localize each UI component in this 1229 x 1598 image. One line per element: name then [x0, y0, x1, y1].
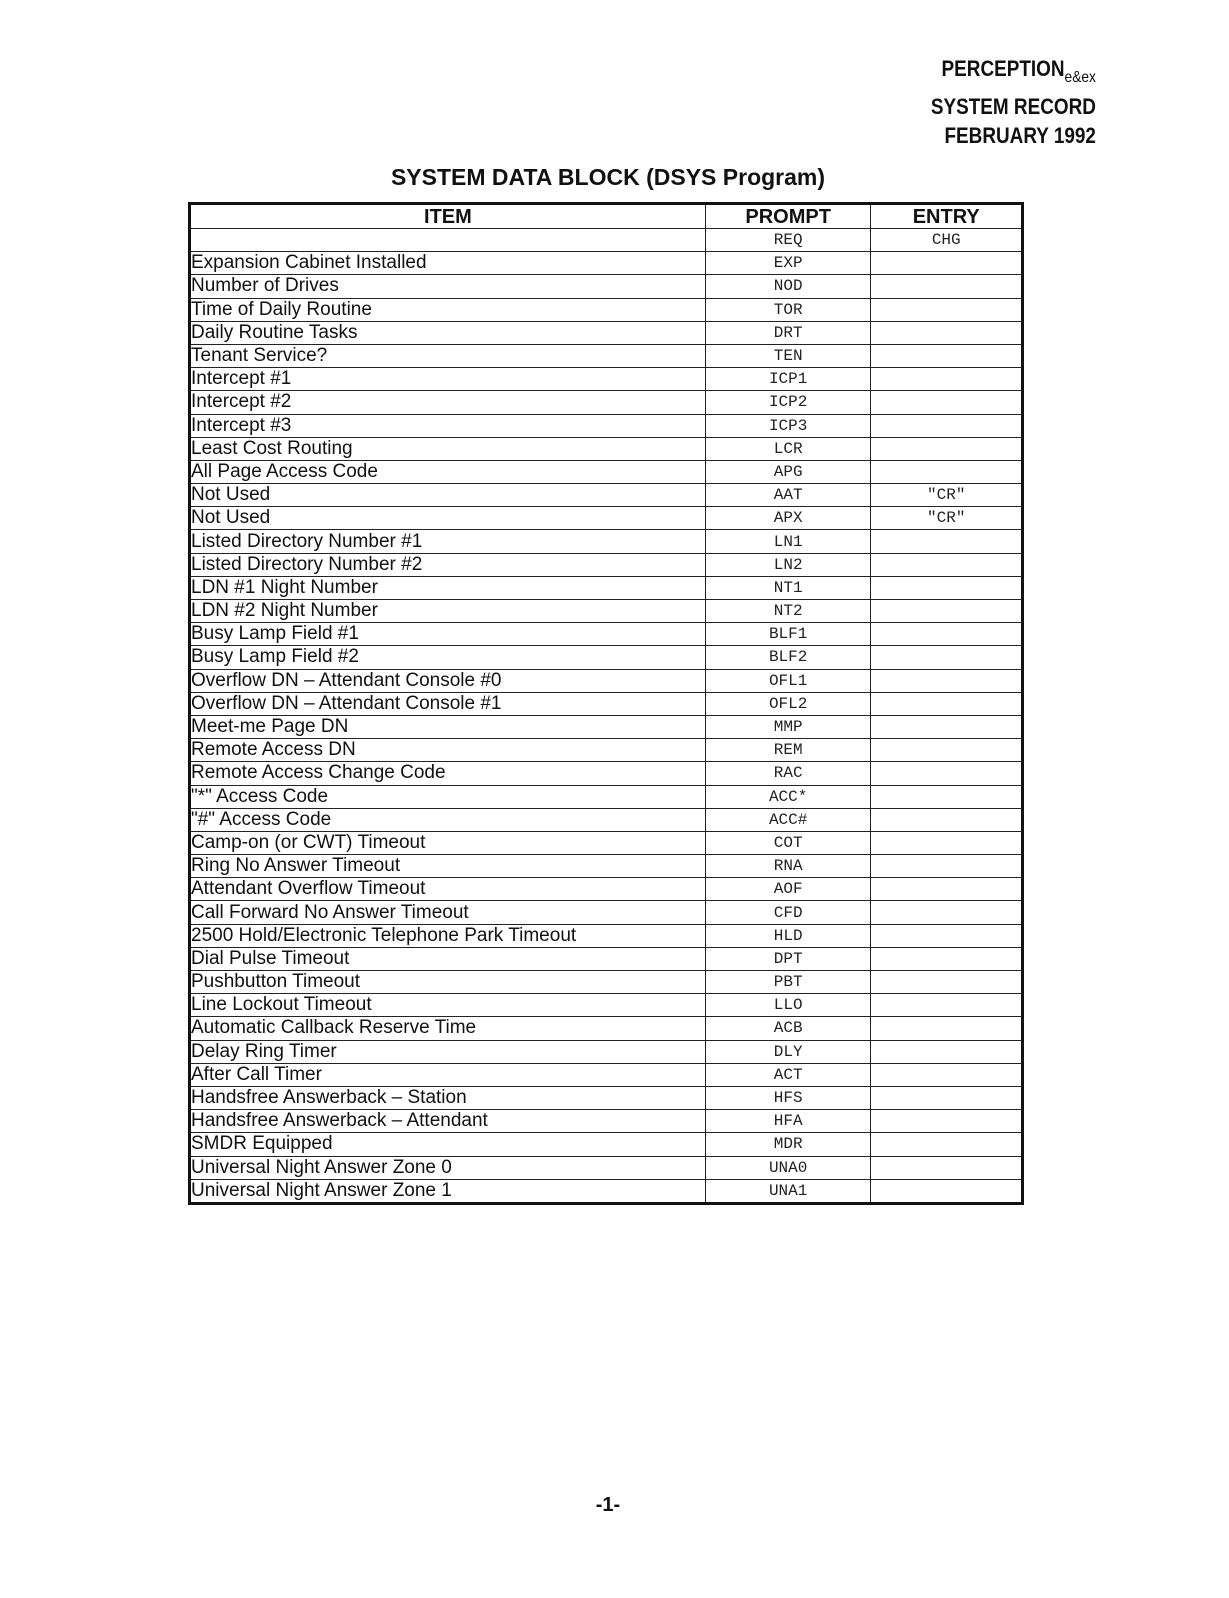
document-header [931, 54, 1096, 150]
entry-cell[interactable] [871, 994, 1023, 1017]
entry-cell[interactable]: CHG [871, 229, 1023, 252]
prompt-cell: REQ [705, 229, 871, 252]
table-header-row [190, 204, 1023, 229]
prompt-cell: LCR [705, 437, 871, 460]
entry-cell[interactable] [871, 1133, 1023, 1156]
product-name: PERCEPTION [941, 56, 1065, 81]
entry-cell[interactable] [871, 1110, 1023, 1133]
table-row [190, 1017, 1023, 1040]
item-cell: SMDR Equipped [190, 1133, 706, 1156]
column-header-prompt: PROMPT [705, 204, 871, 229]
table-row [190, 715, 1023, 738]
prompt-cell: ICP2 [705, 391, 871, 414]
item-cell: Pushbutton Timeout [190, 971, 706, 994]
item-cell: Not Used [190, 484, 706, 507]
prompt-cell: ACB [705, 1017, 871, 1040]
table-row [190, 229, 1023, 252]
item-cell: Line Lockout Timeout [190, 994, 706, 1017]
item-cell: Listed Directory Number #1 [190, 530, 706, 553]
prompt-cell: MMP [705, 715, 871, 738]
table-row [190, 808, 1023, 831]
prompt-cell: OFL2 [705, 692, 871, 715]
entry-cell[interactable] [871, 924, 1023, 947]
table-row [190, 901, 1023, 924]
prompt-cell: LLO [705, 994, 871, 1017]
entry-cell[interactable] [871, 971, 1023, 994]
table-row [190, 344, 1023, 367]
item-cell: Universal Night Answer Zone 1 [190, 1179, 706, 1203]
prompt-cell: NT2 [705, 600, 871, 623]
table-row [190, 414, 1023, 437]
prompt-cell: ICP3 [705, 414, 871, 437]
prompt-cell: LN1 [705, 530, 871, 553]
prompt-cell: OFL1 [705, 669, 871, 692]
prompt-cell: ACT [705, 1063, 871, 1086]
entry-cell[interactable] [871, 576, 1023, 599]
item-cell: All Page Access Code [190, 460, 706, 483]
item-cell: Overflow DN – Attendant Console #1 [190, 692, 706, 715]
table-row [190, 391, 1023, 414]
item-cell: Daily Routine Tasks [190, 321, 706, 344]
entry-cell[interactable] [871, 947, 1023, 970]
item-cell: Intercept #3 [190, 414, 706, 437]
entry-cell[interactable] [871, 1179, 1023, 1203]
entry-cell[interactable] [871, 785, 1023, 808]
table-row [190, 507, 1023, 530]
item-cell: Remote Access DN [190, 739, 706, 762]
item-cell: "#" Access Code [190, 808, 706, 831]
table-row [190, 1179, 1023, 1203]
item-cell: "*" Access Code [190, 785, 706, 808]
entry-cell[interactable] [871, 1063, 1023, 1086]
prompt-cell: UNA1 [705, 1179, 871, 1203]
prompt-cell: TEN [705, 344, 871, 367]
entry-cell[interactable] [871, 414, 1023, 437]
entry-cell[interactable] [871, 762, 1023, 785]
table-row [190, 1133, 1023, 1156]
prompt-cell: AAT [705, 484, 871, 507]
item-cell: Busy Lamp Field #1 [190, 623, 706, 646]
item-cell: Listed Directory Number #2 [190, 553, 706, 576]
table-row [190, 971, 1023, 994]
item-cell: Call Forward No Answer Timeout [190, 901, 706, 924]
table-row [190, 530, 1023, 553]
entry-cell[interactable] [871, 669, 1023, 692]
prompt-cell: MDR [705, 1133, 871, 1156]
prompt-cell: TOR [705, 298, 871, 321]
table-row [190, 878, 1023, 901]
entry-cell[interactable] [871, 553, 1023, 576]
column-header-item: ITEM [190, 204, 706, 229]
item-cell: Handsfree Answerback – Station [190, 1086, 706, 1109]
entry-cell[interactable] [871, 855, 1023, 878]
table-row [190, 924, 1023, 947]
date-line: FEBRUARY 1992 [944, 123, 1096, 148]
table-row [190, 831, 1023, 854]
item-cell: Universal Night Answer Zone 0 [190, 1156, 706, 1179]
table-row [190, 553, 1023, 576]
table-row [190, 298, 1023, 321]
table-row [190, 368, 1023, 391]
prompt-cell: EXP [705, 252, 871, 275]
prompt-cell: BLF1 [705, 623, 871, 646]
prompt-cell: CFD [705, 901, 871, 924]
entry-cell[interactable] [871, 1086, 1023, 1109]
prompt-cell: HLD [705, 924, 871, 947]
table-row [190, 275, 1023, 298]
table-row [190, 669, 1023, 692]
item-cell: Number of Drives [190, 275, 706, 298]
item-cell: Overflow DN – Attendant Console #0 [190, 669, 706, 692]
product-suffix: e&ex [1064, 69, 1096, 86]
item-cell: Remote Access Change Code [190, 762, 706, 785]
item-cell: Busy Lamp Field #2 [190, 646, 706, 669]
prompt-cell: RNA [705, 855, 871, 878]
item-cell: Delay Ring Timer [190, 1040, 706, 1063]
prompt-cell: ACC# [705, 808, 871, 831]
table-row [190, 460, 1023, 483]
entry-cell[interactable]: "CR" [871, 507, 1023, 530]
item-cell: Tenant Service? [190, 344, 706, 367]
table-row [190, 692, 1023, 715]
table-row [190, 576, 1023, 599]
item-cell: Attendant Overflow Timeout [190, 878, 706, 901]
entry-cell[interactable] [871, 368, 1023, 391]
entry-cell[interactable] [871, 460, 1023, 483]
table-row [190, 762, 1023, 785]
entry-cell[interactable] [871, 646, 1023, 669]
entry-cell[interactable] [871, 437, 1023, 460]
entry-cell[interactable] [871, 623, 1023, 646]
item-cell: Camp-on (or CWT) Timeout [190, 831, 706, 854]
column-header-entry: ENTRY [871, 204, 1023, 229]
table-row [190, 321, 1023, 344]
prompt-cell: DPT [705, 947, 871, 970]
page-title: SYSTEM DATA BLOCK (DSYS Program) [390, 164, 826, 190]
table-row [190, 1086, 1023, 1109]
item-cell: Not Used [190, 507, 706, 530]
entry-cell[interactable] [871, 600, 1023, 623]
entry-cell[interactable] [871, 275, 1023, 298]
table-row [190, 623, 1023, 646]
entry-cell[interactable] [871, 1017, 1023, 1040]
system-data-table [188, 202, 1024, 1205]
table-row [190, 1110, 1023, 1133]
item-cell: Time of Daily Routine [190, 298, 706, 321]
entry-cell[interactable] [871, 1040, 1023, 1063]
prompt-cell: LN2 [705, 553, 871, 576]
entry-cell[interactable] [871, 901, 1023, 924]
prompt-cell: ACC* [705, 785, 871, 808]
table-row [190, 252, 1023, 275]
item-cell: Intercept #1 [190, 368, 706, 391]
item-cell: 2500 Hold/Electronic Telephone Park Timeout [190, 924, 706, 947]
item-cell: LDN #1 Night Number [190, 576, 706, 599]
prompt-cell: NOD [705, 275, 871, 298]
table-row [190, 437, 1023, 460]
page-number: -1- [595, 1494, 621, 1516]
prompt-cell: DRT [705, 321, 871, 344]
prompt-cell: DLY [705, 1040, 871, 1063]
table-row [190, 1156, 1023, 1179]
table-row [190, 1063, 1023, 1086]
entry-cell[interactable] [871, 878, 1023, 901]
item-cell: Dial Pulse Timeout [190, 947, 706, 970]
table-row [190, 994, 1023, 1017]
product-name-line [931, 54, 1096, 92]
entry-cell[interactable] [871, 298, 1023, 321]
table-row [190, 947, 1023, 970]
entry-cell[interactable] [871, 692, 1023, 715]
table-row [190, 600, 1023, 623]
prompt-cell: REM [705, 739, 871, 762]
prompt-cell: ICP1 [705, 368, 871, 391]
entry-cell[interactable] [871, 321, 1023, 344]
prompt-cell: NT1 [705, 576, 871, 599]
table-row [190, 484, 1023, 507]
table-row [190, 1040, 1023, 1063]
item-cell: Automatic Callback Reserve Time [190, 1017, 706, 1040]
table-row [190, 855, 1023, 878]
prompt-cell: APX [705, 507, 871, 530]
prompt-cell: COT [705, 831, 871, 854]
prompt-cell: HFA [705, 1110, 871, 1133]
entry-cell[interactable] [871, 831, 1023, 854]
entry-cell[interactable] [871, 252, 1023, 275]
prompt-cell: UNA0 [705, 1156, 871, 1179]
entry-cell[interactable] [871, 739, 1023, 762]
table-row [190, 646, 1023, 669]
prompt-cell: PBT [705, 971, 871, 994]
entry-cell[interactable]: "CR" [871, 484, 1023, 507]
item-cell: Handsfree Answerback – Attendant [190, 1110, 706, 1133]
prompt-cell: AOF [705, 878, 871, 901]
entry-cell[interactable] [871, 1156, 1023, 1179]
item-cell: After Call Timer [190, 1063, 706, 1086]
record-line: SYSTEM RECORD [930, 94, 1096, 119]
entry-cell[interactable] [871, 530, 1023, 553]
item-cell: Expansion Cabinet Installed [190, 252, 706, 275]
entry-cell[interactable] [871, 391, 1023, 414]
item-cell: Meet-me Page DN [190, 715, 706, 738]
item-cell: Least Cost Routing [190, 437, 706, 460]
item-cell: Ring No Answer Timeout [190, 855, 706, 878]
prompt-cell: HFS [705, 1086, 871, 1109]
entry-cell[interactable] [871, 715, 1023, 738]
item-cell [190, 229, 706, 252]
entry-cell[interactable] [871, 344, 1023, 367]
entry-cell[interactable] [871, 808, 1023, 831]
prompt-cell: RAC [705, 762, 871, 785]
table-row [190, 785, 1023, 808]
table-row [190, 739, 1023, 762]
item-cell: LDN #2 Night Number [190, 600, 706, 623]
item-cell: Intercept #2 [190, 391, 706, 414]
table-body [190, 229, 1023, 1204]
prompt-cell: APG [705, 460, 871, 483]
prompt-cell: BLF2 [705, 646, 871, 669]
